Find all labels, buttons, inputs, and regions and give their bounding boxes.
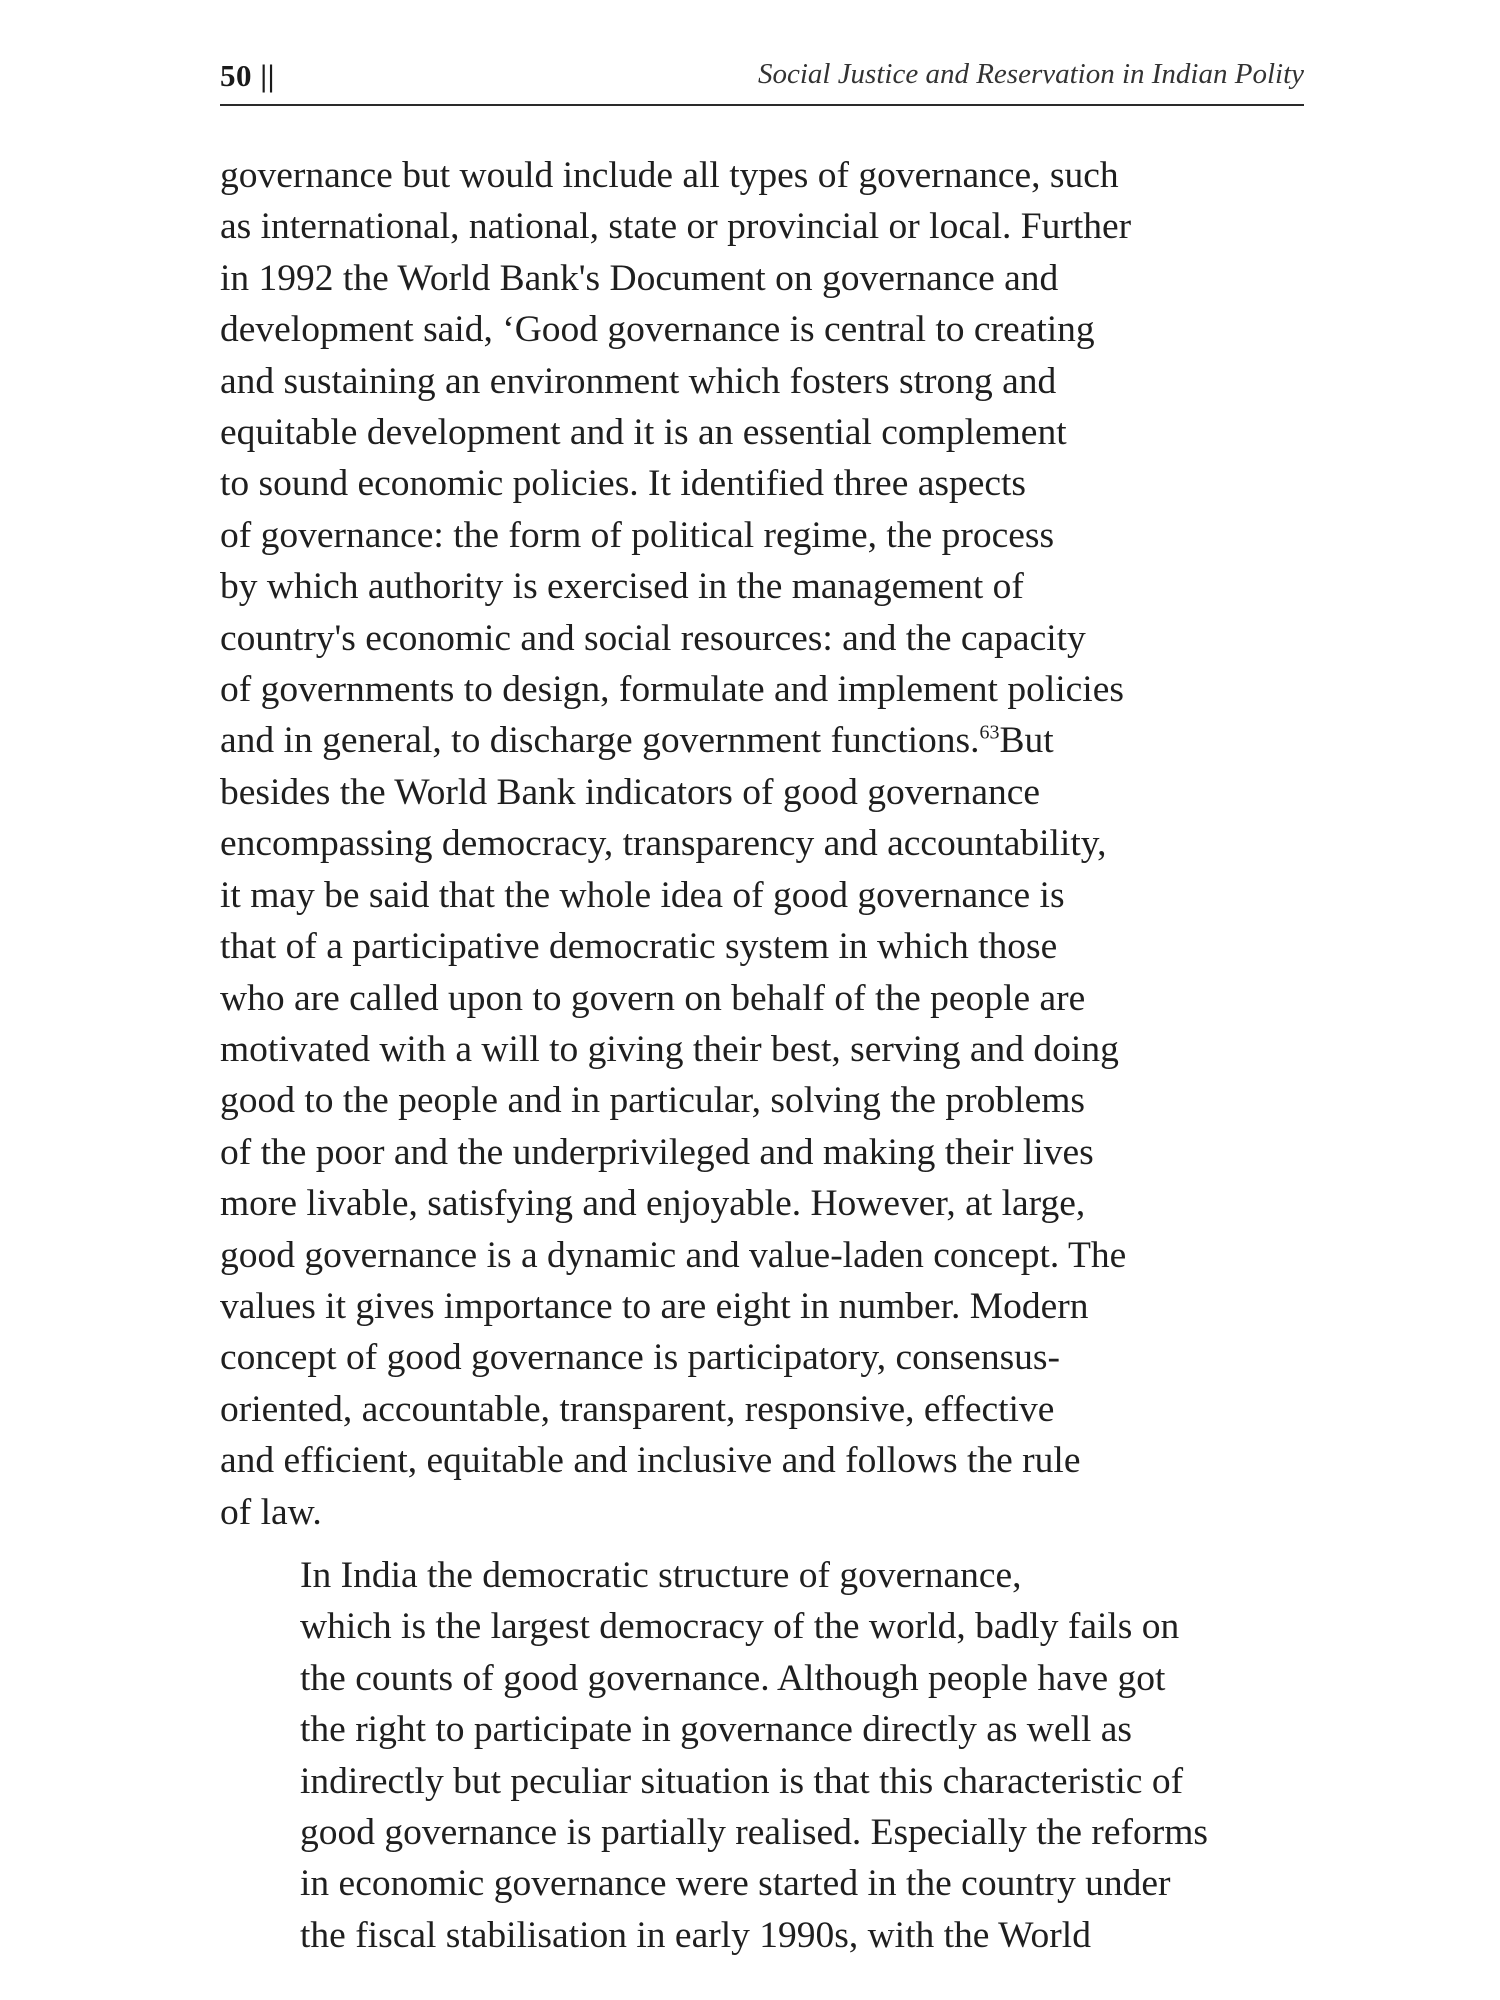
running-title: Social Justice and Reservation in Indian Polity bbox=[757, 58, 1304, 90]
text-line: country's economic and social resources: and the capacity bbox=[220, 617, 1086, 659]
text-line: the fiscal stabilisation in early 1990s, with the World bbox=[300, 1914, 1091, 1956]
text-line: in 1992 the World Bank's Document on governance and bbox=[220, 257, 1059, 299]
text-line: governance but would include all types of governance, such bbox=[220, 155, 1119, 196]
text-line: it may be said that the whole idea of good governance is bbox=[220, 874, 1065, 916]
text-line: equitable development and it is an essential complement bbox=[220, 412, 1067, 454]
text-line: who are called upon to govern on behalf of the people are bbox=[220, 977, 1086, 1019]
text-line: of governance: the form of political regime, the process bbox=[220, 514, 1055, 556]
page-number: 50 || bbox=[220, 58, 275, 93]
text-line: besides the World Bank indicators of good governance bbox=[220, 771, 1041, 813]
text-line: the right to participate in governance directly as well as bbox=[300, 1709, 1132, 1751]
text-line: In India the democratic structure of governance, bbox=[300, 1554, 1022, 1596]
text-line: as international, national, state or provincial or local. Further bbox=[220, 206, 1132, 248]
text-line: to sound economic policies. It identified three aspects bbox=[220, 463, 1027, 505]
text-line: oriented, accountable, transparent, responsive, effective bbox=[220, 1388, 1055, 1430]
text-line: good to the people and in particular, solving the problems bbox=[220, 1080, 1085, 1122]
text-line: indirectly but peculiar situation is that this characteristic of bbox=[300, 1760, 1184, 1802]
paragraph-2 bbox=[220, 1550, 1304, 1961]
text-line: more livable, satisfying and enjoyable. However, at large, bbox=[220, 1183, 1086, 1225]
running-header bbox=[220, 52, 1304, 106]
paragraph-1 bbox=[220, 150, 1304, 1538]
text-line: by which authority is exercised in the management of bbox=[220, 566, 1024, 608]
footnote-marker: 63 bbox=[979, 721, 1000, 744]
text-line: and efficient, equitable and inclusive and follows the rule bbox=[220, 1440, 1081, 1482]
text-line-with-footnote bbox=[220, 715, 1304, 766]
text-line: good governance is a dynamic and value-laden concept. The bbox=[220, 1234, 1127, 1276]
text-line: of law. bbox=[220, 1491, 322, 1533]
text-line: development said, ‘Good governance is central to creating bbox=[220, 309, 1095, 351]
text-line: which is the largest democracy of the world, badly fails on bbox=[300, 1606, 1180, 1648]
text-line: good governance is partially realised. Especially the reforms bbox=[300, 1812, 1209, 1853]
text-line: of governments to design, formulate and implement policies bbox=[220, 669, 1124, 711]
text-line: encompassing democracy, transparency and accountability, bbox=[220, 823, 1107, 865]
text-line: concept of good governance is participatory, consensus- bbox=[220, 1337, 1060, 1379]
text-line: and sustaining an environment which fosters strong and bbox=[220, 360, 1057, 402]
body-text bbox=[220, 150, 1304, 1961]
text-line: values it gives importance to are eight in number. Modern bbox=[220, 1285, 1089, 1327]
text-line: that of a participative democratic system in which those bbox=[220, 926, 1058, 968]
text-line-end: But bbox=[999, 720, 1054, 762]
text-line: of the poor and the underprivileged and making their lives bbox=[220, 1131, 1094, 1173]
text-line: in economic governance were started in the country under bbox=[300, 1863, 1171, 1905]
text-line-start: and in general, to discharge government functions. bbox=[220, 720, 980, 762]
text-line: motivated with a will to giving their best, serving and doing bbox=[220, 1028, 1119, 1070]
text-line: the counts of good governance. Although people have got bbox=[300, 1657, 1166, 1699]
